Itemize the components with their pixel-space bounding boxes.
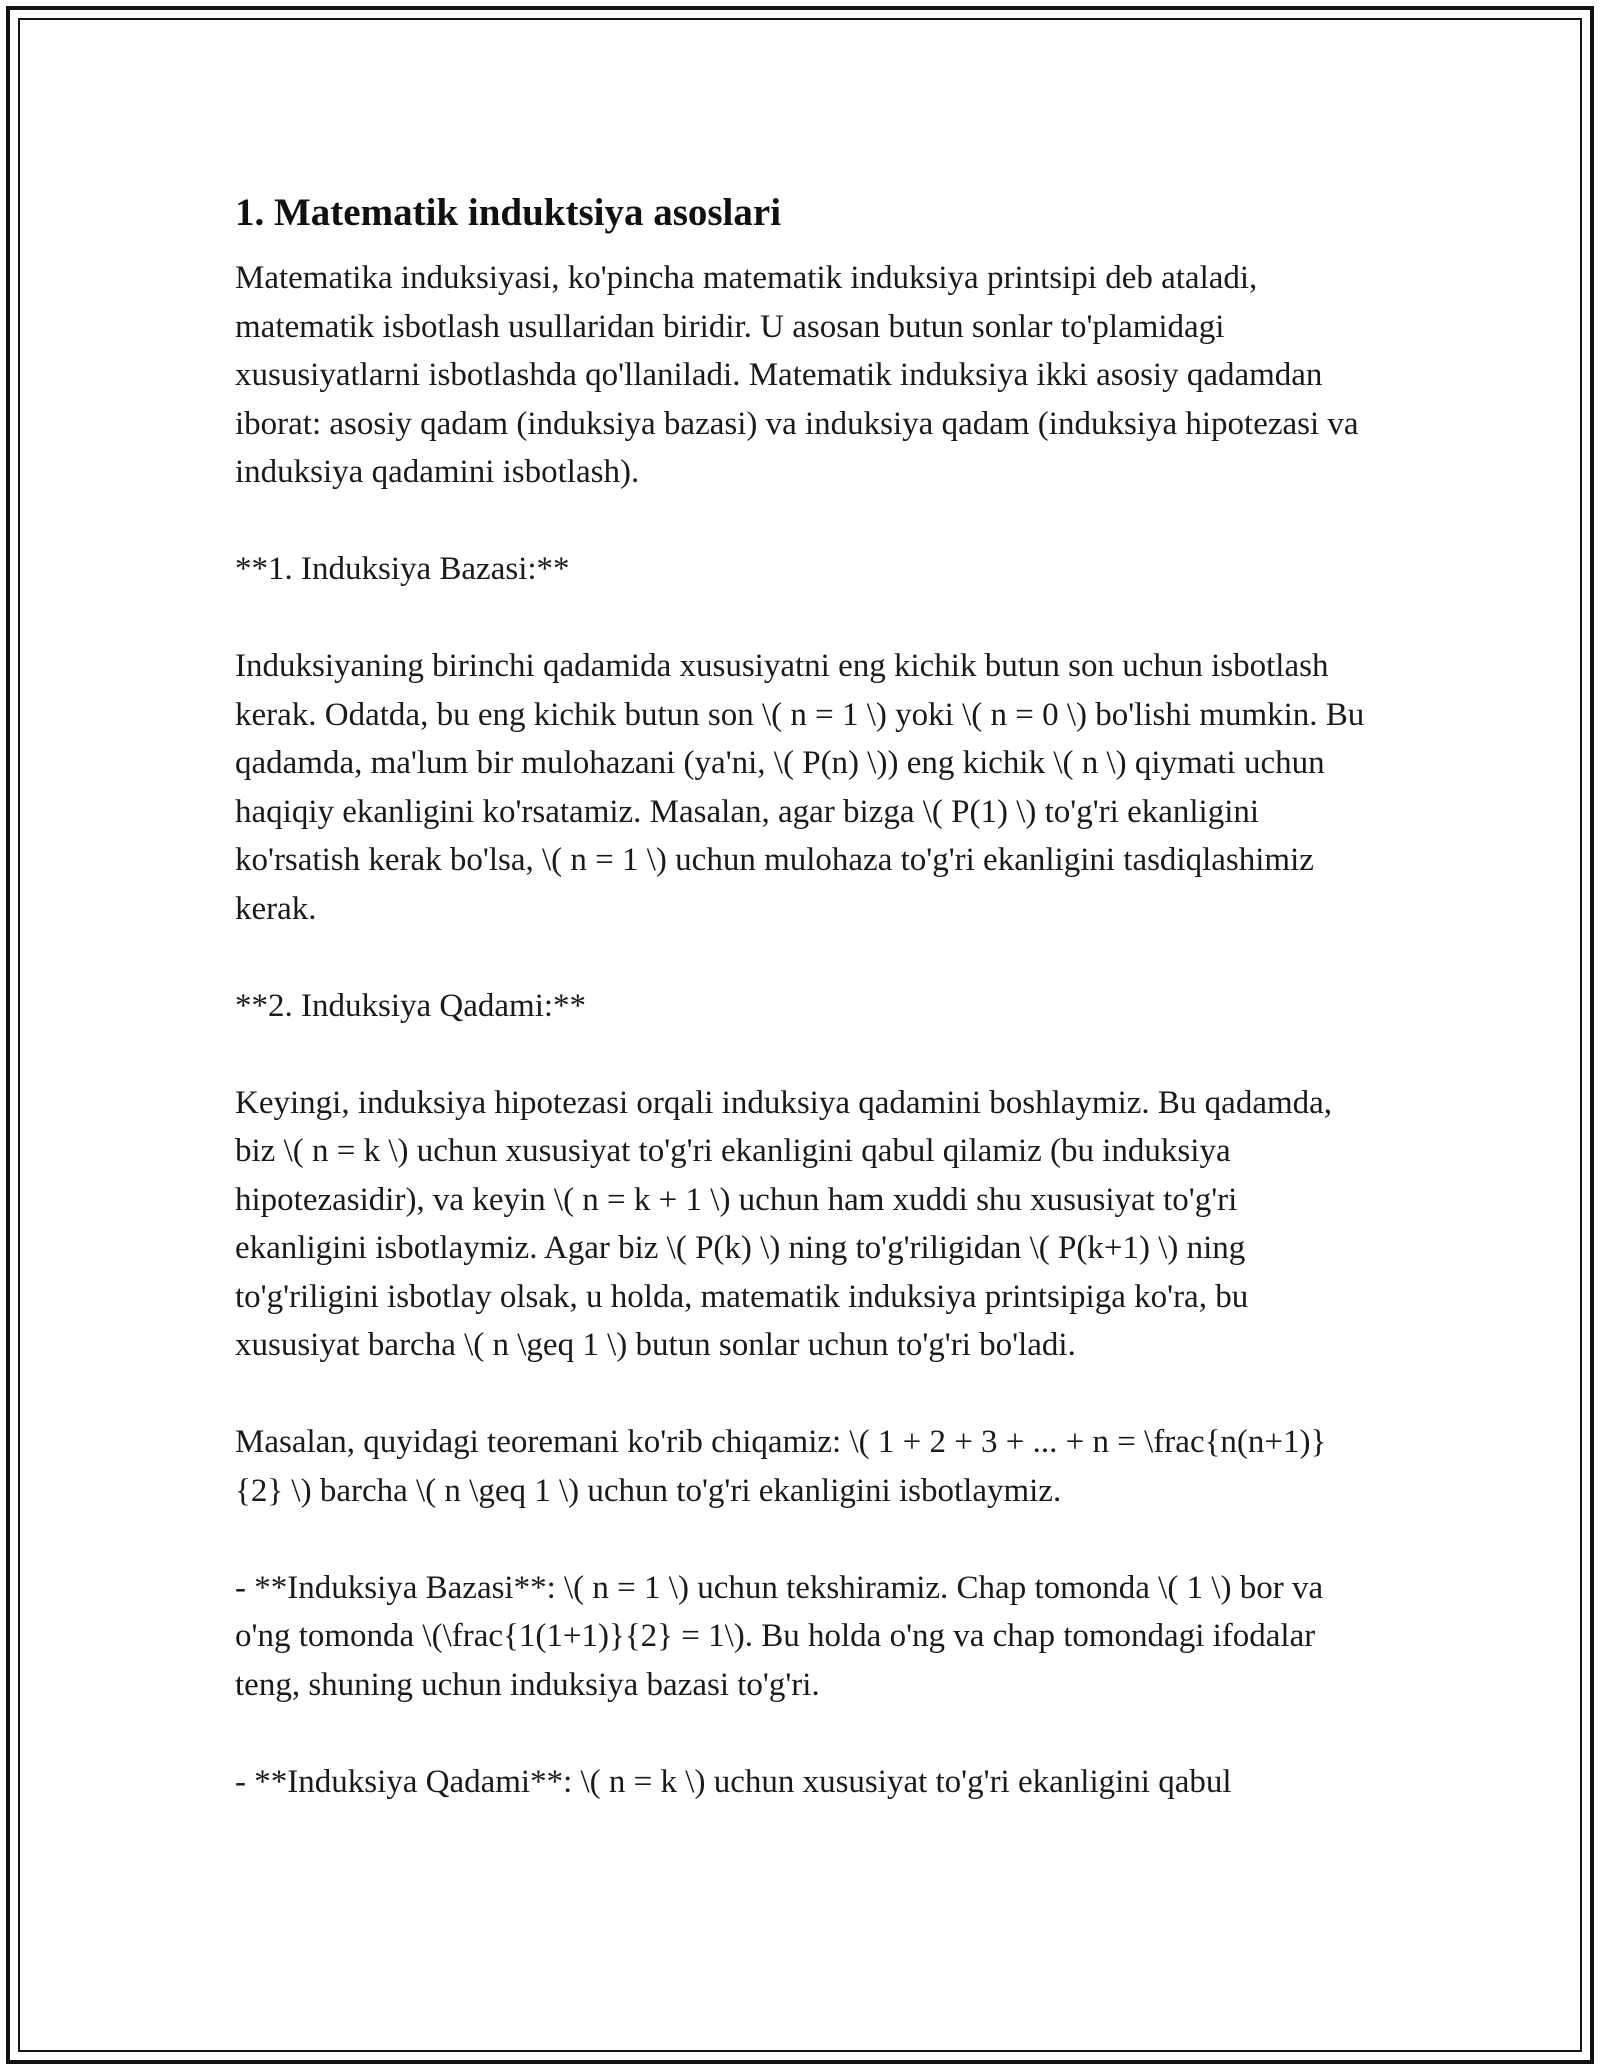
document-body [235,186,1373,1806]
document-title: 1. Matematik induktsiya asoslari [235,191,782,234]
example-paragraph: Masalan, quyidagi teoremani ko'rib chiqamiz: \( 1 + 2 + 3 + ... + n = \frac{n(n+1)}{2} \) barcha \( n \geq 1 \) uchun to'g'ri ekanligini isbotlaymiz. [235,1424,1327,1509]
example-base-bullet: - **Induksiya Bazasi**: \( n = 1 \) uchun tekshiramiz. Chap tomonda \( 1 \) bor va o'ng tomonda \(\frac{1(1+1)}{2} = 1\). Bu holda o'ng va chap tomondagi ifodalar teng, shuning uchun induksiya bazasi to'g'ri. [235,1569,1332,1703]
intro-paragraph: Matematika induksiyasi, ko'pincha matematik induksiya printsipi deb ataladi, matematik isbotlash usullaridan biridir. U asosan butun sonlar to'plamidagi xususiyatlarni isbotlashda qo'llaniladi. Matematik induksiya ikki asosiy qadamdan iborat: asosiy qadam (induksiya bazasi) va induksiya qadam (induksiya hipotezasi va induksiya qadamini isbotlash). [235,260,1367,490]
section-heading-induction-base: **1. Induksiya Bazasi:** [235,551,570,587]
induction-base-paragraph: Induksiyaning birinchi qadamida xususiyatni eng kichik butun son uchun isbotlash kerak. Odatda, bu eng kichik butun son \( n = 1 \) yoki \( n = 0 \) bo'lishi mumkin. Bu qadamda, ma'lum bir mulohazani (ya'ni, \( P(n) \)) eng kichik \( n \) qiymati uchun haqiqiy ekanligini ko'rsatamiz. Masalan, agar bizga \( P(1) \) to'g'ri ekanligini ko'rsatish kerak bo'lsa, \( n = 1 \) uchun mulohaza to'g'ri ekanligini tasdiqlashimiz kerak. [235,648,1373,927]
section-heading-induction-step: **2. Induksiya Qadami:** [235,987,587,1024]
example-step-bullet: - **Induksiya Qadami**: \( n = k \) uchun xususiyat to'g'ri ekanligini qabul [235,1763,1232,1800]
induction-step-paragraph: Keyingi, induksiya hipotezasi orqali induksiya qadamini boshlaymiz. Bu qadamda, biz \( n = k \) uchun xususiyat to'g'ri ekanligini qabul qilamiz (bu induksiya hipotezasidir), va keyin \( n = k + 1 \) uchun ham xuddi shu xususiyat to'g'ri ekanligini isbotlaymiz. Agar biz \( P(k) \) ning to'g'riligidan \( P(k+1) \) ning to'g'riligini isbotlay olsak, u holda, matematik induksiya printsipiga ko'ra, bu xususiyat barcha \( n \geq 1 \) butun sonlar uchun to'g'ri bo'ladi. [235,1084,1341,1363]
